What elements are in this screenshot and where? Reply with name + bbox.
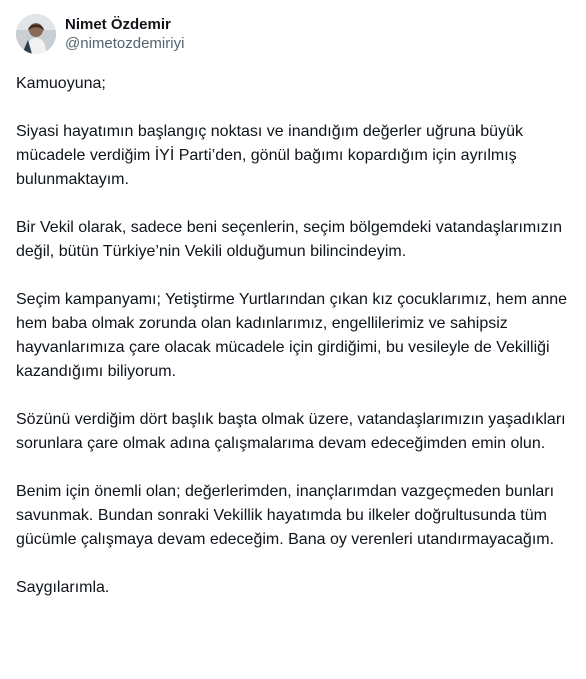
tweet-paragraph: Siyasi hayatımın başlangıç noktası ve inandığım değerler uğruna büyük mücadele verdiğim İYİ Parti’den, gönül bağımı kopardığım için ayrılmış bulunmaktayım. (16, 123, 523, 188)
tweet-paragraph: Saygılarımla. (16, 579, 110, 596)
tweet-paragraph: Seçim kampanyamı; Yetiştirme Yurtlarından çıkan kız çocuklarımız, hem anne hem baba olmak zorunda olan kadınlarımız, engellilerimiz ve sahipsiz hayvanlarımıza çare olacak mücadele için girdiğimi, bu vesileyle de Vekilliği kazandığımı biliyorum. (16, 291, 568, 380)
tweet-paragraph: Kamuoyuna; (16, 75, 106, 92)
avatar[interactable] (16, 14, 56, 54)
author-display-name[interactable]: Nimet Özdemir (65, 16, 171, 33)
tweet-paragraph: Benim için önemli olan; değerlerimden, inançlarımdan vazgeçmeden bunları savunmak. Bundan sonraki Vekillik hayatımda bu ilkeler doğrultusunda tüm gücümle çalışmaya devam edeceğim. Bana oy verenleri utandırmayacağım. (16, 483, 555, 548)
tweet-paragraph: Sözünü verdiğim dört başlık başta olmak üzere, vatandaşlarımızın yaşadıkları sorunlara çare olmak adına çalışmalarıma devam edeceğimden emin olun. (16, 411, 566, 452)
avatar-image (16, 14, 56, 54)
tweet-header (16, 14, 184, 54)
tweet-text (16, 72, 572, 624)
author-names (65, 15, 184, 53)
tweet-paragraph: Bir Vekil olarak, sadece beni seçenlerin, seçim bölgemdeki vatandaşlarımızın değil, bütün Türkiye’nin Vekili olduğumun bilincindeyim. (16, 219, 563, 260)
author-handle[interactable]: @nimetozdemiriyi (65, 35, 185, 52)
